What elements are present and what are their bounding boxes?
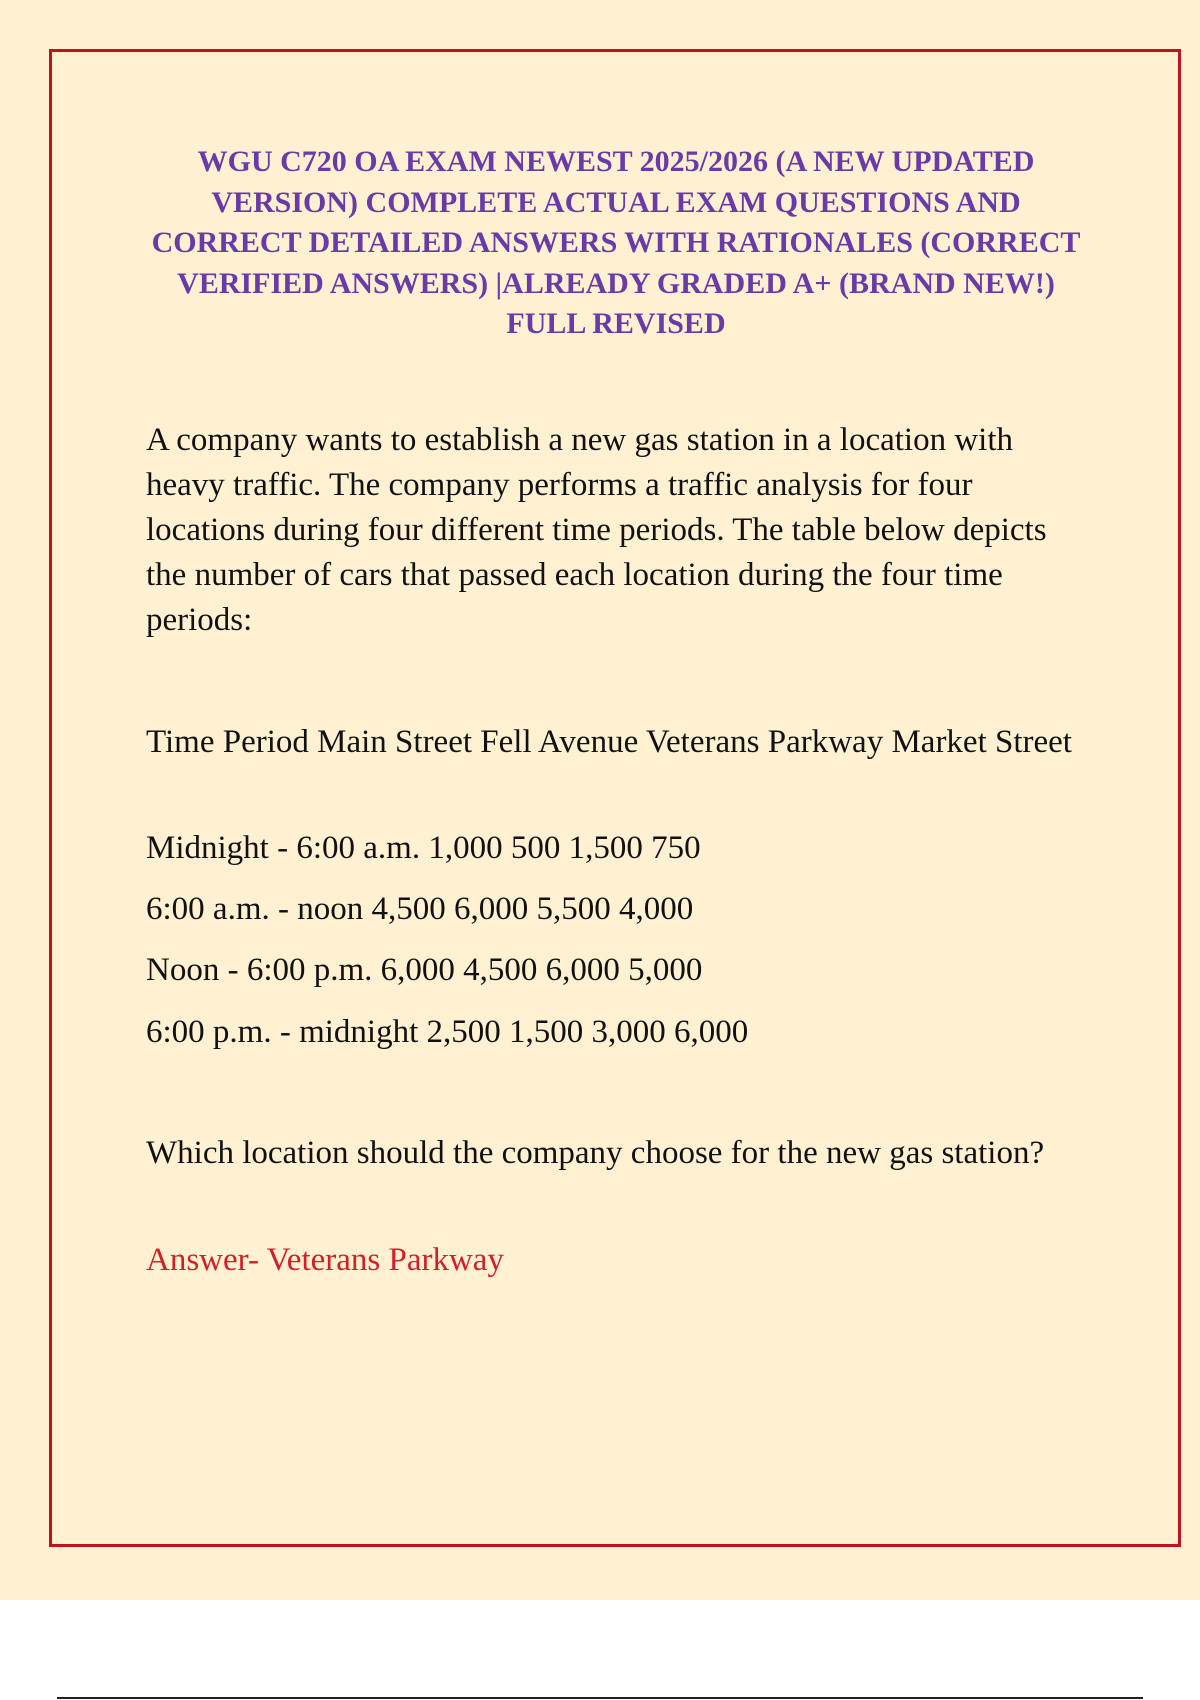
table-row: 6:00 p.m. - midnight 2,500 1,500 3,000 6,000 <box>146 1014 749 1050</box>
answer-text: Answer- Veterans Parkway <box>146 1242 504 1278</box>
question-text: Which location should the company choose for the new gas station? <box>146 1135 1045 1171</box>
footer-divider <box>57 1697 1143 1699</box>
table-row: 6:00 a.m. - noon 4,500 6,000 5,500 4,000 <box>146 891 694 927</box>
table-row: Midnight - 6:00 a.m. 1,000 500 1,500 750 <box>146 830 701 866</box>
table-header-line: Time Period Main Street Fell Avenue Veterans Parkway Market Street <box>146 724 1072 760</box>
question-intro: A company wants to establish a new gas station in a location with heavy traffic. The company performs a traffic analysis for four locations during four different time periods. The table below depicts the number of cars that passed each location during the four time periods: <box>146 422 1047 638</box>
document-title: WGU C720 OA EXAM NEWEST 2025/2026 (A NEW UPDATED VERSION) COMPLETE ACTUAL EXAM QUESTIONS AND CORRECT DETAILED ANSWERS WITH RATIONALES (CORRECT VERIFIED ANSWERS) |ALREADY GRADED A+ (BRAND NEW!) FULL REVISED <box>151 145 1081 340</box>
table-row: Noon - 6:00 p.m. 6,000 4,500 6,000 5,000 <box>146 952 703 988</box>
